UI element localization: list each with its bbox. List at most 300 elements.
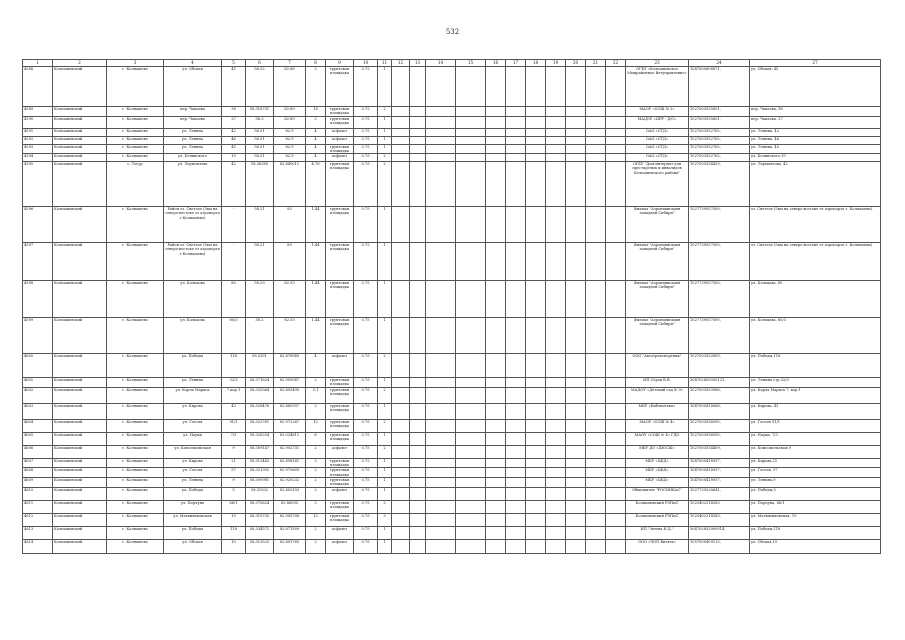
table-cell <box>506 432 526 445</box>
table-cell: ул. Науки <box>164 432 222 445</box>
table-cell: 0.75 <box>354 107 378 117</box>
table-cell <box>486 116 506 128</box>
table-cell <box>426 107 456 117</box>
table-cell <box>426 354 456 378</box>
table-cell: 1027003554429, <box>689 162 750 207</box>
table-cell: 2 <box>378 162 392 207</box>
table-cell <box>426 468 456 478</box>
table-cell: 4606 <box>23 445 53 458</box>
table-cell <box>456 136 486 144</box>
table-cell: 1 <box>378 477 392 487</box>
table-cell <box>586 354 606 378</box>
table-cell: 82.871509 <box>274 526 306 539</box>
table-cell: г. Колпашево <box>107 128 164 136</box>
table-cell: ул. Гоголя <box>164 468 222 478</box>
table-cell: 4601 <box>23 378 53 388</box>
table-cell <box>456 419 486 432</box>
table-cell <box>566 419 586 432</box>
table-cell: 58.309147 <box>246 445 274 458</box>
table-cell <box>486 67 506 107</box>
table-cell <box>586 387 606 403</box>
table-cell: 12 <box>306 419 326 432</box>
table-row <box>23 162 881 207</box>
table-cell <box>566 354 586 378</box>
table-cell: 4607 <box>23 458 53 468</box>
table-cell: 118 <box>222 526 246 539</box>
table-cell <box>606 419 626 432</box>
table-cell <box>506 500 526 513</box>
table-row <box>23 144 881 154</box>
header-cell: 7 <box>274 60 306 67</box>
table-cell: 0.75 <box>354 128 378 136</box>
table-cell: 2 <box>378 419 392 432</box>
table-cell: 1057000409113, <box>689 539 750 553</box>
table-cell: 38 <box>222 107 246 117</box>
table-cell: 1.44 <box>306 243 326 281</box>
table-cell <box>506 281 526 318</box>
table-cell <box>486 318 506 354</box>
table-cell <box>426 432 456 445</box>
table-cell <box>506 403 526 419</box>
table-cell: 1 <box>378 128 392 136</box>
table-cell: 82.895499 <box>274 387 306 403</box>
table-cell <box>526 487 546 500</box>
table-cell: 1047000418957, <box>689 468 750 478</box>
table-cell <box>606 539 626 553</box>
table-cell <box>586 513 606 526</box>
table-cell: Колпашевский <box>53 468 107 478</box>
table-cell <box>586 419 606 432</box>
table-cell <box>546 67 566 107</box>
table-cell: асфальт <box>326 539 354 553</box>
table-cell: 46 <box>222 136 246 144</box>
table-cell: ул. Карла Маркса <box>164 387 222 403</box>
table-cell: 0.75 <box>354 445 378 458</box>
table-cell: г. Колпашево <box>107 107 164 117</box>
table-cell: 4613 <box>23 526 53 539</box>
table-cell: Колпашевский <box>53 136 107 144</box>
table-cell <box>392 468 410 478</box>
table-cell: 0.75 <box>354 116 378 128</box>
table-cell <box>486 378 506 388</box>
table-cell <box>392 526 410 539</box>
header-cell: 5 <box>222 60 246 67</box>
table-cell: 58.328254 <box>246 432 274 445</box>
table-cell <box>546 513 566 526</box>
table-cell: 1 <box>378 243 392 281</box>
table-cell: ул. Победы,118 <box>750 354 881 378</box>
table-cell <box>410 445 426 458</box>
table-cell: ОАО «СТД» <box>626 136 689 144</box>
table-cell: 82.920232 <box>274 477 306 487</box>
table-cell: 1027003555601, <box>689 116 750 128</box>
table-cell <box>566 468 586 478</box>
table-cell: грунтовая площадка <box>326 458 354 468</box>
table-cell: Колпашевский <box>53 539 107 553</box>
table-cell: 58.310735 <box>246 513 274 526</box>
table-cell: 58.31 <box>246 136 274 144</box>
table-cell: МБУ ДО «ДЮСШ» <box>626 445 689 458</box>
table-cell: 3 <box>378 513 392 526</box>
header-cell: 21 <box>586 60 606 67</box>
table-cell: г. Колпашево <box>107 207 164 243</box>
table-cell: 1027739057500, <box>689 281 750 318</box>
table-cell: Колпашевский <box>53 243 107 281</box>
table-cell <box>426 539 456 553</box>
table-cell <box>392 477 410 487</box>
table-cell: 4 <box>306 144 326 154</box>
table-cell <box>456 144 486 154</box>
table-cell: 82.55 <box>274 281 306 318</box>
table-cell: 1 <box>378 136 392 144</box>
table-cell: 2 <box>306 539 326 553</box>
table-cell <box>546 281 566 318</box>
table-cell <box>566 107 586 117</box>
table-cell: 4609 <box>23 477 53 487</box>
table-cell <box>426 207 456 243</box>
table-row <box>23 207 881 243</box>
table-cell: ул. Белинского,19 <box>750 154 881 162</box>
table-cell <box>606 318 626 354</box>
header-cell: 15 <box>456 60 486 67</box>
table-cell <box>586 477 606 487</box>
table-cell: пер. Чапаева <box>164 107 222 117</box>
table-cell: 1 <box>378 526 392 539</box>
table-cell: 4608 <box>23 468 53 478</box>
table-cell: 1 <box>378 318 392 354</box>
table-cell: ул. Кольцова, 80/3 <box>750 318 881 354</box>
table-cell: МАОУ «СОШ № 4» ГДО <box>626 432 689 445</box>
table-cell: ул. Ленина <box>164 144 222 154</box>
table-cell <box>486 487 506 500</box>
table-cell <box>410 116 426 128</box>
table-cell <box>506 162 526 207</box>
table-cell <box>546 318 566 354</box>
table-cell: ул. Комсомольская,9 <box>750 445 881 458</box>
table-cell: 1027739057500, <box>689 243 750 281</box>
table-cell <box>486 468 506 478</box>
table-cell: 58.3351 <box>246 354 274 378</box>
header-cell: 27 <box>750 60 881 67</box>
table-cell <box>586 500 606 513</box>
table-cell: асфальт <box>326 445 354 458</box>
table-cell: ОАО «СТД» <box>626 128 689 136</box>
table-cell <box>410 468 426 478</box>
table-cell: 1 <box>378 468 392 478</box>
table-cell: 58.313445 <box>246 458 274 468</box>
table-cell <box>410 477 426 487</box>
table-cell <box>606 243 626 281</box>
table-cell <box>526 281 546 318</box>
table-cell: ул. Белинского <box>164 154 222 162</box>
table-cell <box>506 243 526 281</box>
table-cell: 58.321392 <box>246 468 274 478</box>
table-row <box>23 419 881 432</box>
table-cell <box>586 162 606 207</box>
table-cell <box>456 128 486 136</box>
table-cell <box>606 207 626 243</box>
table-cell: 1027003554409, <box>689 445 750 458</box>
table-cell: 19 <box>222 154 246 162</box>
table-cell <box>546 526 566 539</box>
table-cell: 82.89 <box>274 116 306 128</box>
table-cell: Колпашевский РЭПиС <box>626 500 689 513</box>
table-cell: Колпашевский <box>53 403 107 419</box>
table-cell <box>606 500 626 513</box>
table-cell: 58.3 <box>246 116 274 128</box>
table-cell <box>456 154 486 162</box>
table-cell: 82.9 <box>274 136 306 144</box>
table-cell <box>586 154 606 162</box>
table-cell: грунтовая площадка <box>326 468 354 478</box>
table-cell <box>410 403 426 419</box>
table-cell <box>426 281 456 318</box>
table-cell <box>586 487 606 500</box>
table-cell <box>566 403 586 419</box>
table-cell <box>506 154 526 162</box>
table-cell: 43 <box>222 403 246 419</box>
table-cell: 1047000418957, <box>689 458 750 468</box>
table-cell <box>410 67 426 107</box>
table-cell: 82.972287 <box>274 419 306 432</box>
table-cell: 2 <box>306 477 326 487</box>
table-cell: ул. Победы <box>164 487 222 500</box>
table-cell: г. Колпашево <box>107 477 164 487</box>
table-cell <box>586 67 606 107</box>
table-cell <box>392 539 410 553</box>
table-cell: ул. Ленина <box>164 136 222 144</box>
table-cell: 1027003553968, <box>689 387 750 403</box>
table-cell: 1027003552762, <box>689 136 750 144</box>
table-cell <box>410 136 426 144</box>
table-cell: грунтовая площадка <box>326 318 354 354</box>
table-cell: Колпашевский <box>53 281 107 318</box>
table-cell: ОГБУ «Колпашевское Межрайонное Ветуправление» <box>626 67 689 107</box>
header-cell: 23 <box>626 60 689 67</box>
table-cell: 5 <box>222 487 246 500</box>
table-row <box>23 458 881 468</box>
table-cell <box>586 403 606 419</box>
table-cell <box>506 354 526 378</box>
table-cell: асфальт <box>326 354 354 378</box>
table-cell: ул. Гоголя, 57 <box>750 468 881 478</box>
table-cell <box>566 281 586 318</box>
table-cell <box>392 154 410 162</box>
table-cell <box>546 243 566 281</box>
table-cell <box>410 281 426 318</box>
table-cell: 58.309981 <box>246 477 274 487</box>
table-cell <box>392 354 410 378</box>
table-cell <box>526 354 546 378</box>
header-cell: 24 <box>689 60 750 67</box>
table-cell: ул. Кирова,21 <box>750 458 881 468</box>
table-cell <box>456 487 486 500</box>
table-cell: 1027739057500, <box>689 318 750 354</box>
table-cell: г. Колпашево <box>107 154 164 162</box>
table-cell: асфальт <box>326 154 354 162</box>
table-cell: 0.75 <box>354 318 378 354</box>
table-cell <box>526 477 546 487</box>
table-cell: 21 <box>222 458 246 468</box>
table-cell: 1 <box>378 144 392 154</box>
table-cell <box>586 107 606 117</box>
table-cell: 1047000608871, <box>689 67 750 107</box>
table-cell <box>410 128 426 136</box>
table-cell: 58.370624 <box>246 500 274 513</box>
table-cell: 4612 <box>23 513 53 526</box>
table-cell <box>426 144 456 154</box>
table-cell: 83.034611 <box>274 432 306 445</box>
table-cell <box>456 445 486 458</box>
table-row <box>23 403 881 419</box>
table-cell: 58.36389 <box>246 162 274 207</box>
table-cell <box>506 539 526 553</box>
table-cell: 58.31 <box>246 144 274 154</box>
table-cell: 4602 <box>23 387 53 403</box>
table-cell <box>546 432 566 445</box>
table-cell <box>456 67 486 107</box>
table-cell: МАОУ «СОШ № 4» <box>626 419 689 432</box>
table-cell <box>526 67 546 107</box>
table-cell <box>586 128 606 136</box>
table-cell <box>410 243 426 281</box>
table-cell: грунтовая площадка <box>326 477 354 487</box>
table-cell: 4604 <box>23 419 53 432</box>
table-cell <box>392 107 410 117</box>
table-cell <box>456 526 486 539</box>
table-cell: г. Колпашево <box>107 136 164 144</box>
table-row <box>23 477 881 487</box>
table-cell: 0.75 <box>354 243 378 281</box>
table-cell <box>392 487 410 500</box>
table-cell <box>546 477 566 487</box>
table-cell: Филиал "Аэронавигация западной Сибири" <box>626 318 689 354</box>
table-cell <box>526 458 546 468</box>
table-cell <box>586 468 606 478</box>
table-cell <box>526 539 546 553</box>
table-cell: 4597 <box>23 243 53 281</box>
table-cell <box>526 207 546 243</box>
header-cell: 13 <box>410 60 426 67</box>
table-cell: 4599 <box>23 318 53 354</box>
table-cell: 2 <box>378 154 392 162</box>
table-cell: ОГБУ "Дом-интернат для престарелых и инвалидов Колпашевского района" <box>626 162 689 207</box>
table-cell <box>546 144 566 154</box>
table-cell: 66/1 <box>222 500 246 513</box>
table-cell <box>456 468 486 478</box>
header-row <box>23 60 881 67</box>
table-cell <box>426 526 456 539</box>
table-cell: 83 <box>274 207 306 243</box>
table-cell <box>426 487 456 500</box>
table-cell: 2 <box>378 107 392 117</box>
table-cell: 2 <box>306 445 326 458</box>
table-cell <box>410 378 426 388</box>
table-cell <box>566 539 586 553</box>
table-cell: 0.75 <box>354 387 378 403</box>
table-cell: 19 <box>222 513 246 526</box>
table-cell <box>506 419 526 432</box>
table-cell: ИП "Зятева И.Д." <box>626 526 689 539</box>
table-cell: 1 <box>378 539 392 553</box>
table-cell: Филиал "Аэронавигация западной Сибири" <box>626 281 689 318</box>
table-cell <box>410 154 426 162</box>
table-cell <box>426 387 456 403</box>
table-cell: 4.76 <box>306 162 326 207</box>
table-cell <box>566 487 586 500</box>
table-cell: г. Колпашево <box>107 281 164 318</box>
table-cell: Колпашевский РЭПиС <box>626 513 689 526</box>
table-cell: 58.21 <box>246 207 274 243</box>
table-cell <box>526 513 546 526</box>
table-cell: 0.75 <box>354 468 378 478</box>
table-cell <box>566 154 586 162</box>
table-cell <box>392 432 410 445</box>
table-cell <box>566 67 586 107</box>
table-cell <box>506 207 526 243</box>
table-cell: Колпашевский <box>53 107 107 117</box>
table-cell: асфальт <box>326 487 354 500</box>
table-cell: ул. Кирова, 43 <box>750 403 881 419</box>
table-cell: ул. Победы,118 <box>750 526 881 539</box>
table-cell: 82.9 <box>274 128 306 136</box>
table-cell <box>526 403 546 419</box>
table-cell <box>486 403 506 419</box>
table-cell <box>566 513 586 526</box>
table-cell: асфальт <box>326 128 354 136</box>
table-cell: Колпашевский <box>53 144 107 154</box>
table-cell: 4591 <box>23 128 53 136</box>
table-cell: 304702832900014, <box>689 526 750 539</box>
table-cell <box>606 387 626 403</box>
table-cell <box>456 162 486 207</box>
table-cell: пер. Чапаева <box>164 116 222 128</box>
table-cell: г. Колпашево <box>107 526 164 539</box>
table-cell: МБУ «ЦКД» <box>626 458 689 468</box>
table-cell <box>546 107 566 117</box>
header-cell: 18 <box>526 60 546 67</box>
table-cell <box>486 144 506 154</box>
table-cell <box>410 458 426 468</box>
table-row <box>23 378 881 388</box>
table-cell: Колпашевский <box>53 458 107 468</box>
table-cell: Колпашевский <box>53 419 107 432</box>
table-cell: Колпашевский <box>53 116 107 128</box>
table-cell: Колпашевский <box>53 162 107 207</box>
table-cell: 4610 <box>23 487 53 500</box>
table-cell <box>486 432 506 445</box>
table-cell <box>566 432 586 445</box>
table-cell <box>392 207 410 243</box>
table-cell <box>546 500 566 513</box>
table-cell: 82.55 <box>274 318 306 354</box>
table-cell <box>586 243 606 281</box>
table-cell <box>410 144 426 154</box>
table-cell: 4596 <box>23 207 53 243</box>
table-cell <box>456 116 486 128</box>
table-cell: 1027003552762, <box>689 144 750 154</box>
table-cell <box>546 116 566 128</box>
table-cell: ул. Кольцова, 80 <box>750 281 881 318</box>
table-cell: Общежитие "РОСИНКАС" <box>626 487 689 500</box>
table-cell: 1027003552762, <box>689 154 750 162</box>
table-cell: ул. Ленина <box>164 477 222 487</box>
table-cell <box>546 445 566 458</box>
table-cell: 4589 <box>23 107 53 117</box>
table-cell: ООО "Автотранспортник" <box>626 354 689 378</box>
table-cell: 80 <box>222 281 246 318</box>
table-cell <box>486 445 506 458</box>
